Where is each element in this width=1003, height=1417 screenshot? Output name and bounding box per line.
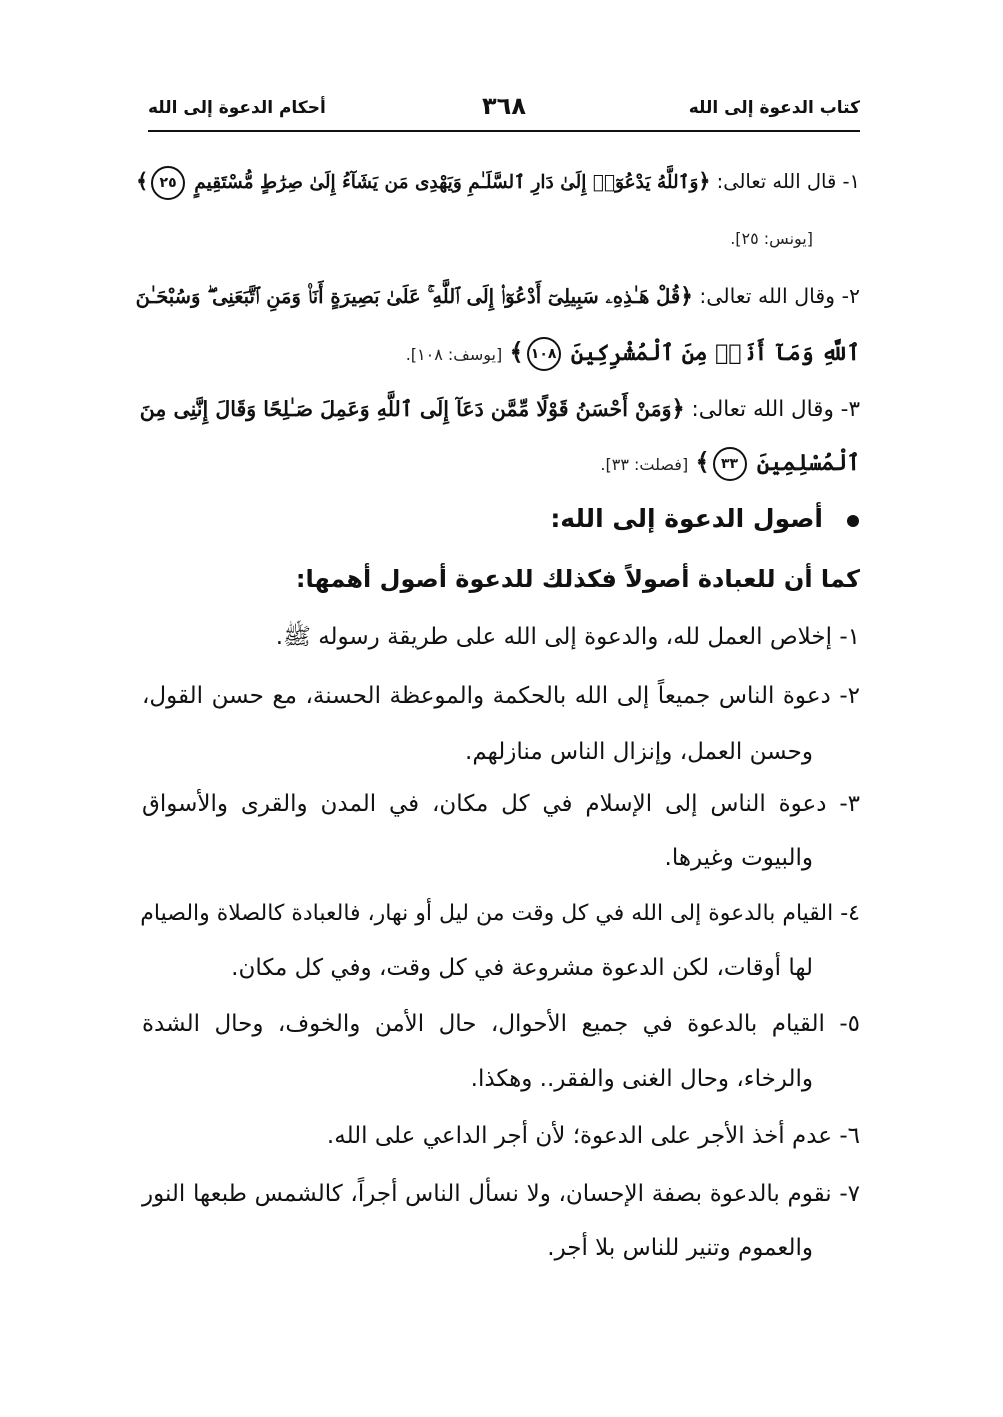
verse-1-ayah-text: وَٱللَّهُ يَدْعُوٓا۟ إِلَىٰ دَارِ ٱلسَّلَـٰمِ وَيَهْدِى مَن يَشَآءُ إِلَىٰ صِرَٰطٍ مُّسْتَقِيمٍ [194, 172, 699, 193]
verse-2-reference: [يوسف: ١٠٨]. [405, 345, 503, 364]
verse-3-ayah-text-1: وَمَنْ أَحْسَنُ قَوْلًا مِّمَّن دَعَآ إِلَى ٱللَّهِ وَعَمِلَ صَـٰلِحًا وَقَالَ إِنَّنِى مِنَ [139, 397, 672, 421]
principle-5-line-1: ٥- القيام بالدعوة في جميع الأحوال، حال الأمن والخوف، وحال الشدة [142, 1011, 860, 1037]
verse-3-line-1 [140, 391, 860, 428]
verse-2-ayah-number: ١٠٨ [527, 337, 561, 371]
verse-2-line-1 [136, 278, 860, 315]
principle-7-line-2: والعموم وتنير للناس بلا أجر. [547, 1235, 813, 1261]
verse-2-close-bracket: ﴾ [509, 337, 524, 366]
principle-1: ١- إخلاص العمل لله، والدعوة إلى الله على طريقة رسوله ﷺ. [275, 624, 860, 650]
bullet-dot [847, 515, 859, 527]
verse-1-line-1 [136, 163, 860, 201]
verse-1-reference: [يونس: ٢٥]. [730, 229, 813, 248]
principle-3-line-1: ٣- دعوة الناس إلى الإسلام في كل مكان، في المدن والقرى والأسواق [142, 791, 860, 817]
verse-1-open-bracket: ﴿ [698, 169, 711, 193]
principle-3-line-2: والبيوت وغيرها. [664, 845, 813, 871]
principle-6: ٦- عدم أخذ الأجر على الدعوة؛ لأن أجر الداعي على الله. [326, 1123, 860, 1149]
verse-1-ayah-number: ٢٥ [151, 166, 185, 200]
chapter-title: أحكام الدعوة إلى الله [148, 98, 326, 118]
principle-2-line-1: ٢- دعوة الناس جميعاً إلى الله بالحكمة والموعظة الحسنة، مع حسن القول، [142, 683, 860, 709]
book-title: كتاب الدعوة إلى الله [688, 98, 860, 118]
header-rule [148, 130, 860, 132]
verse-3-open-bracket: ﴿ [671, 396, 685, 422]
principle-7-line-1: ٧- نقوم بالدعوة بصفة الإحسان، ولا نسأل الناس أجراً، كالشمس طبعها النور [142, 1181, 860, 1207]
verse-2-ayah-text-1: قُلْ هَـٰذِهِۦ سَبِيلِىٓ أَدْعُوٓا۟ إِلَى ٱللَّهِ ۚ عَلَىٰ بَصِيرَةٍ أَنَا۠ وَمَنِ ٱتَّبَعَنِى ۖ وَسُبْحَـٰنَ [135, 285, 681, 308]
principle-4-line-2: لها أوقات، لكن الدعوة مشروعة في كل وقت، وفي كل مكان. [231, 955, 813, 981]
verse-3-reference: [فصلت: ٣٣]. [600, 455, 689, 474]
verse-3-line-2 [600, 444, 860, 483]
verse-2-line-2 [406, 334, 860, 373]
verse-1-lead: ١- قال الله تعالى: [716, 170, 860, 193]
verse-1-line-2 [730, 219, 813, 257]
verse-3-close-bracket: ﴾ [695, 447, 710, 476]
page-number: ٣٦٨ [482, 92, 526, 120]
section-heading: أصول الدعوة إلى الله: [550, 504, 823, 533]
verse-3-lead: ٣- وقال الله تعالى: [691, 397, 860, 422]
verse-2-lead: ٢- وقال الله تعالى: [699, 284, 860, 308]
running-header [148, 92, 860, 128]
verse-1-close-bracket: ﴾ [136, 169, 149, 193]
verse-2-ayah-text-2: ٱللَّهِ وَمَآ أَنَا۠ مِنَ ٱلْمُشْرِكِينَ [570, 340, 860, 366]
verse-3-ayah-number: ٣٣ [713, 447, 747, 481]
verse-2-open-bracket: ﴿ [680, 284, 693, 309]
intro-line: كما أن للعبادة أصولاً فكذلك للدعوة أصول أهمها: [295, 565, 860, 593]
principle-2-line-2: وحسن العمل، وإنزال الناس منازلهم. [465, 739, 813, 765]
principle-4-line-1: ٤- القيام بالدعوة إلى الله في كل وقت من ليل أو نهار، فالعبادة كالصلاة والصيام [140, 901, 860, 926]
principle-5-line-2: والرخاء، وحال الغنى والفقر.. وهكذا. [470, 1066, 813, 1092]
verse-3-ayah-text-2: ٱلْمُسْلِمِينَ [756, 450, 860, 476]
